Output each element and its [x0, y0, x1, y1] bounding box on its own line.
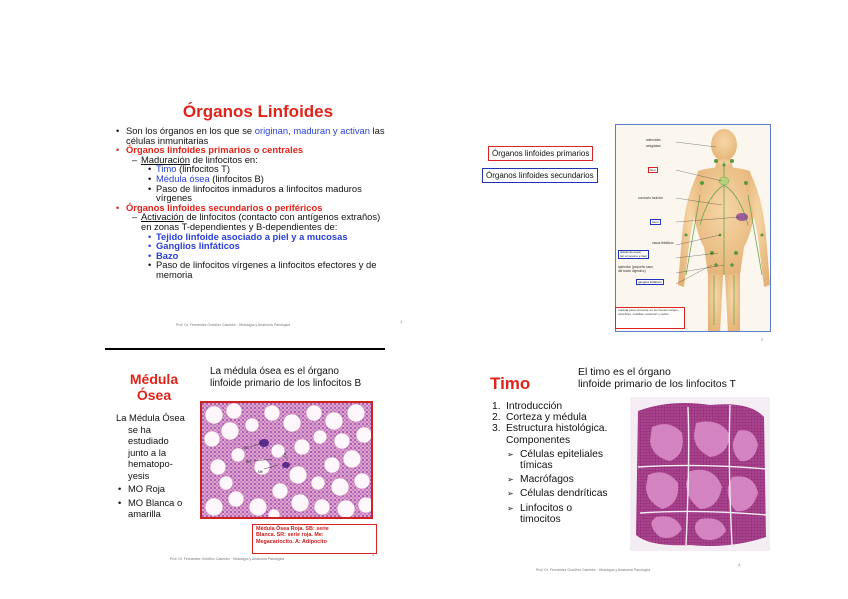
sub-activacion: – Activación de linfocitos (contacto con antígenos extraños)	[132, 211, 381, 223]
word-activan: activan	[340, 125, 370, 136]
histo-label-me: Me	[258, 470, 263, 474]
bullet-mo-blanca: • MO Blanca o	[118, 496, 183, 508]
annotation-adenoides: adenoides	[646, 138, 661, 142]
lymphatic-body-illustration	[615, 124, 771, 332]
sub-macrofagos: ➢ Macrófagos	[507, 474, 574, 486]
item-timo: • Timo (linfocitos T)	[148, 163, 230, 175]
heading-primarios: • Órganos linfoides primarios o centrales	[116, 144, 304, 156]
bullet-marker: •	[116, 144, 120, 156]
label-organos-secundarios: Órganos linfoides secundarios	[482, 168, 598, 183]
slide1-title: Órganos Linfoides	[182, 102, 334, 121]
item-tejido-linfoide: • Tejido linfoide asociado a piel y a mucosas	[148, 230, 348, 242]
bullet-mo-roja: • MO Roja	[118, 483, 165, 494]
item-medula: • Médula ósea (linfocitos B)	[148, 172, 264, 184]
annotation-apendice: apéndice (pequeño saco del tracto digestivo)	[618, 265, 653, 273]
annotation-timo: timo	[650, 168, 656, 172]
slide-organos-linfoides	[108, 96, 408, 336]
annotation-vasos: vasos linfáticos	[652, 241, 674, 245]
sub-celulas-dendriticas: ➢ Células dendríticas	[507, 488, 608, 500]
arrow-marker: ➢	[507, 475, 514, 485]
slide4-page-number: 4	[738, 562, 741, 567]
bone-marrow-histology-image	[202, 403, 373, 519]
bullet-definition: • Son los órganos en los que se originan, maduran y activan las	[116, 125, 385, 136]
slide1-bullet-list: • Son los órganos en los que se originan, maduran y activan las células inmunitarias • Órganos linfoides primarios o centrales – Maduración de linfocitos en: • Timo (linfocitos T) • Médula ósea (linfocitos B) • Paso de linfocitos inmaduros a linfocitos maduros vírgenes • Órganos linfoides secundarios o periféricos – Activación de linfocitos (contacto con antígenos extraños) en zonas T-dependientes y B-dependientes de: • Tejido linfoide asociado a piel y a mucosas • Ganglios linfáticos • Bazo • Paso de linfocitos vírgenes a linfocitos efectores y de memoria	[114, 126, 406, 280]
word-maduran: maduran	[293, 125, 331, 136]
slide3-footer: Prof. Dr. Fernández Ordóñez Casimiro · Histología y Anatomía Patológica	[170, 557, 285, 561]
slide4-footer: Prof. Dr. Fernández Ordóñez Casimiro · Histología y Anatomía Patológica	[536, 568, 651, 572]
annotation-ganglios: ganglios linfáticos	[638, 280, 662, 284]
human-figure-illustration	[616, 125, 771, 332]
arrow-marker: ➢	[507, 449, 514, 459]
item-ganglios: • Ganglios linfáticos	[148, 240, 240, 252]
label-organos-primarios: Órganos linfoides primarios	[488, 146, 593, 161]
slide3-intro: La médula ósea es el órgano linfoide primario de los linfocitos B	[210, 366, 362, 389]
word-originan: originan	[254, 125, 289, 136]
list-item-introduccion: 1. Introducción	[492, 401, 563, 412]
thymus-histology-image	[630, 397, 770, 551]
slide3-page-number: 3	[372, 552, 375, 557]
list-item-corteza: 2. Corteza y médula	[492, 412, 587, 424]
slide4-intro: El timo es el órgano linfoide primario de los linfocitos T	[578, 366, 736, 390]
heading-secundarios: • Órganos linfoides secundarios o periféricos	[116, 201, 323, 213]
annotation-bazo: bazo	[652, 220, 659, 224]
slide3-text: La Médula Ósea se ha estudiado junto a la hematopo- yesis • MO Roja • MO Blanca o amarilla	[116, 412, 200, 520]
slide3-title: Médula Ósea	[129, 371, 179, 403]
bullet-marker: •	[116, 201, 120, 213]
bullet-marker: •	[116, 125, 120, 136]
item-bazo: • Bazo	[148, 249, 179, 261]
slide1-page-number: 1	[400, 319, 403, 324]
bone-marrow-micrograph	[200, 401, 373, 519]
slide-divider	[105, 348, 385, 350]
arrow-marker: ➢	[507, 503, 514, 513]
annotation-placas-peyer: placas de peyer (en el yeyuno e íleo)	[620, 250, 648, 258]
arrow-marker: ➢	[507, 489, 514, 499]
slide1-footer: Prof. Dr. Fernández Ordóñez Casimiro · Histología y Anatomía Patológica	[176, 323, 291, 327]
slide4-title: Timo	[490, 374, 531, 393]
histo-label-sb: SB	[244, 446, 249, 450]
annotation-conducto: conducto torácico	[638, 196, 663, 200]
item-paso-inmaduros: • Paso de linfocitos inmaduros a linfocitos maduros	[148, 182, 362, 194]
slide4-list: 1. Introducción 2. Corteza y médula 3. Estructura histológica. Componentes ➢ Células epiteliales tímicas ➢ Macrófagos ➢ Células dendríticas ➢ Linfocitos o timocitos	[492, 401, 637, 525]
sub-maduracion: – Maduración de linfocitos en:	[132, 153, 258, 165]
slide2-page-number: 2	[761, 337, 764, 342]
list-item-estructura: 3. Estructura histológica.	[492, 423, 608, 435]
annotation-amigdalas: amígdalas	[646, 144, 661, 148]
histo-label-a: A	[284, 452, 287, 456]
sub-celulas-epiteliales: ➢ Células epiteliales	[507, 448, 603, 460]
micrograph-caption: Médula Ósea Roja. SB: serie Blanca. SR: serie roja. Me: Megacariocito. A: Adipocito	[252, 524, 377, 554]
note-medula-osea: médula ósea presente en los huesos largos, vértebras, costillas, esternón y pelvis	[615, 307, 685, 329]
sub-linfocitos: ➢ Linfocitos o	[507, 502, 573, 514]
item-paso-virgenes: • Paso de linfocitos vírgenes a linfocitos efectores y de	[148, 259, 377, 271]
thymus-micrograph	[630, 397, 770, 551]
histo-label-sr: SR	[246, 460, 251, 464]
